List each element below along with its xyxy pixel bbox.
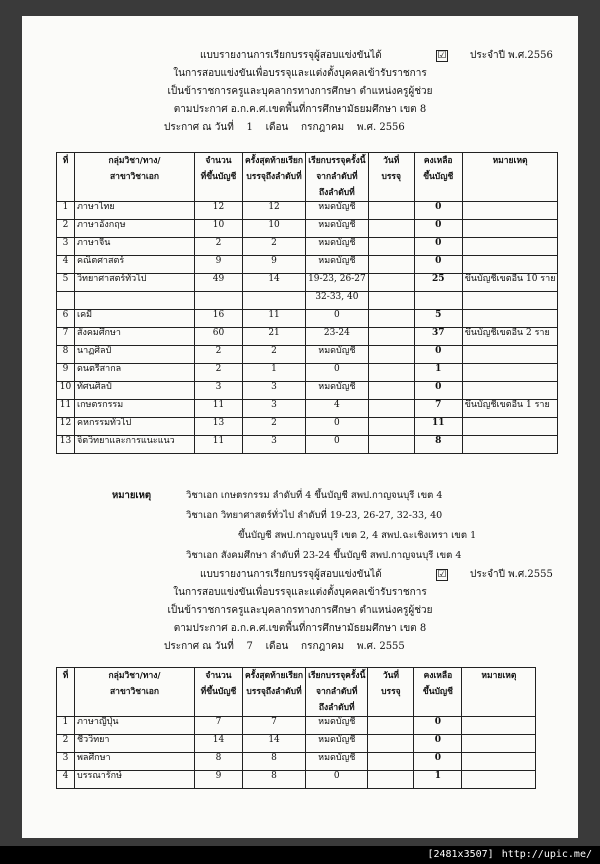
called-range-cell: 0 — [306, 418, 369, 436]
remaining-cell: 11 — [414, 418, 462, 436]
called-range-cell: 4 — [306, 400, 369, 418]
announce-date: ประกาศ ณ วันที่ 1 เดือน กรกฎาคม พ.ศ. 2556 — [164, 122, 405, 133]
table-row — [57, 717, 536, 735]
table-row — [57, 364, 558, 382]
date-cell — [368, 364, 414, 382]
document-page — [22, 16, 578, 838]
subject-cell: ดนตรีสากล — [75, 364, 195, 382]
count-cell: 7 — [195, 717, 243, 735]
called-range-cell: 0 — [306, 310, 369, 328]
remaining-cell: 0 — [414, 735, 462, 753]
col-header-last: ครั้งสุดท้ายเรียก บรรจุถึงลำดับที่ — [243, 668, 306, 717]
col-header-no: ที่ — [57, 153, 75, 202]
remaining-cell: 0 — [414, 717, 462, 735]
note-cell — [462, 202, 558, 220]
called-range-cell: หมดบัญชี — [306, 202, 369, 220]
row-number: 8 — [57, 346, 75, 364]
col-header-remain: คงเหลือ ขึ้นบัญชี — [414, 668, 462, 717]
report-subtitle-3: ตามประกาศ อ.ก.ค.ศ.เขตพื้นที่การศึกษามัธยมศึกษา เขต 8 — [173, 104, 427, 115]
table-header-row — [57, 668, 536, 717]
date-cell — [368, 220, 414, 238]
remaining-cell: 1 — [414, 364, 462, 382]
row-number: 5 — [57, 274, 75, 292]
date-cell — [368, 382, 414, 400]
called-range-cell: หมดบัญชี — [306, 717, 368, 735]
date-cell — [368, 274, 414, 292]
note-cell: ขึ้นบัญชีเขตอื่น 1 ราย — [462, 400, 558, 418]
date-cell — [368, 346, 414, 364]
subject-cell: เกษตรกรรม — [75, 400, 195, 418]
col-header-date: วันที่ บรรจุ — [368, 668, 414, 717]
count-cell: 2 — [195, 364, 243, 382]
table-row — [57, 274, 558, 292]
count-cell: 10 — [195, 220, 243, 238]
count-cell: 49 — [195, 274, 243, 292]
last-called-cell: 12 — [243, 202, 306, 220]
note-line-4: วิชาเอก สังคมศึกษา ลำดับที่ 23-24 ขึ้นบัญชี สพป.กาญจนบุรี เขต 4 — [186, 550, 462, 561]
col-header-remain: คงเหลือ ขึ้นบัญชี — [414, 153, 462, 202]
row-number: 11 — [57, 400, 75, 418]
note-cell — [462, 717, 536, 735]
date-cell — [368, 256, 414, 274]
remaining-cell: 0 — [414, 202, 462, 220]
note-line-2: วิชาเอก วิทยาศาสตร์ทั่วไป ลำดับที่ 19-23, 26-27, 32-33, 40 — [186, 510, 443, 521]
note-cell — [462, 771, 536, 789]
date-cell — [368, 771, 414, 789]
called-range-cell: หมดบัญชี — [306, 256, 369, 274]
note-cell: ขึ้นบัญชีเขตอื่น 10 ราย — [462, 274, 558, 292]
table-row — [57, 753, 536, 771]
report-table-2555 — [56, 667, 536, 789]
count-cell — [195, 292, 243, 310]
report-subtitle-2: เป็นข้าราชการครูและบุคลากรทางการศึกษา ตำแหน่งครูผู้ช่วย — [167, 605, 433, 616]
date-cell — [368, 418, 414, 436]
col-header-no: ที่ — [57, 668, 75, 717]
report-title: แบบรายงานการเรียกบรรจุผู้สอบแข่งขันได้ — [200, 569, 382, 580]
called-range-cell: หมดบัญชี — [306, 735, 368, 753]
col-header-count: จำนวน ที่ขึ้นบัญชี — [195, 668, 243, 717]
last-called-cell: 3 — [243, 382, 306, 400]
col-header-date: วันที่ บรรจุ — [368, 153, 414, 202]
count-cell: 11 — [195, 400, 243, 418]
report-title: แบบรายงานการเรียกบรรจุผู้สอบแข่งขันได้ — [200, 50, 382, 61]
last-called-cell: 14 — [243, 735, 306, 753]
note-cell — [462, 382, 558, 400]
table-row — [57, 735, 536, 753]
row-number — [57, 292, 75, 310]
table-row — [57, 400, 558, 418]
last-called-cell: 1 — [243, 364, 306, 382]
row-number: 4 — [57, 771, 75, 789]
last-called-cell: 9 — [243, 256, 306, 274]
count-cell: 11 — [195, 436, 243, 454]
table-row — [57, 382, 558, 400]
subject-cell: ภาษาญี่ปุ่น — [75, 717, 195, 735]
row-number: 13 — [57, 436, 75, 454]
remaining-cell: 37 — [414, 328, 462, 346]
table-row — [57, 292, 558, 310]
count-cell: 3 — [195, 382, 243, 400]
row-number: 2 — [57, 735, 75, 753]
note-cell — [462, 735, 536, 753]
table-body-2555 — [57, 717, 536, 789]
count-cell: 9 — [195, 771, 243, 789]
image-footer-bar — [0, 846, 600, 864]
subject-cell: นาฏศิลป์ — [75, 346, 195, 364]
remaining-cell: 8 — [414, 436, 462, 454]
announce-date: ประกาศ ณ วันที่ 7 เดือน กรกฎาคม พ.ศ. 2555 — [164, 641, 405, 652]
row-number: 9 — [57, 364, 75, 382]
subject-cell: คณิตศาสตร์ — [75, 256, 195, 274]
date-cell — [368, 238, 414, 256]
count-cell: 14 — [195, 735, 243, 753]
date-cell — [368, 292, 414, 310]
last-called-cell: 2 — [243, 418, 306, 436]
table-row — [57, 346, 558, 364]
subject-cell: สังคมศึกษา — [75, 328, 195, 346]
note-cell: ขึ้นบัญชีเขตอื่น 2 ราย — [462, 328, 558, 346]
table-row — [57, 220, 558, 238]
note-line-3: ขึ้นบัญชี สพป.กาญจนบุรี เขต 2, 4 สพป.ฉะเชิงเทรา เขต 1 — [238, 530, 477, 541]
last-called-cell: 10 — [243, 220, 306, 238]
subject-cell: ภาษาจีน — [75, 238, 195, 256]
report-table-2556 — [56, 152, 558, 454]
checkbox-checked-icon: ☑ — [437, 569, 447, 580]
row-number: 4 — [57, 256, 75, 274]
date-cell — [368, 310, 414, 328]
called-range-cell: หมดบัญชี — [306, 220, 369, 238]
col-header-called: เรียกบรรจุครั้งนี้ จากลำดับที่ ถึงลำดับที่ — [306, 153, 369, 202]
table-row — [57, 771, 536, 789]
last-called-cell: 8 — [243, 771, 306, 789]
count-cell: 60 — [195, 328, 243, 346]
row-number: 12 — [57, 418, 75, 436]
subject-cell: วิทยาศาสตร์ทั่วไป — [75, 274, 195, 292]
col-header-note: หมายเหตุ — [462, 153, 558, 202]
date-cell — [368, 202, 414, 220]
subject-cell: คหกรรมทั่วไป — [75, 418, 195, 436]
remaining-cell: 0 — [414, 382, 462, 400]
row-number: 1 — [57, 202, 75, 220]
count-cell: 9 — [195, 256, 243, 274]
subject-cell: ภาษาไทย — [75, 202, 195, 220]
date-cell — [368, 400, 414, 418]
col-header-called: เรียกบรรจุครั้งนี้ จากลำดับที่ ถึงลำดับที่ — [306, 668, 368, 717]
report-year: ประจำปี พ.ศ.2555 — [470, 569, 553, 580]
table-row — [57, 418, 558, 436]
count-cell: 16 — [195, 310, 243, 328]
row-number: 6 — [57, 310, 75, 328]
row-number: 7 — [57, 328, 75, 346]
image-dimensions: [2481x3507] — [427, 849, 494, 860]
row-number: 1 — [57, 717, 75, 735]
remaining-cell: 5 — [414, 310, 462, 328]
last-called-cell: 2 — [243, 238, 306, 256]
called-range-cell: 23-24 — [306, 328, 369, 346]
called-range-cell: หมดบัญชี — [306, 346, 369, 364]
report-subtitle-3: ตามประกาศ อ.ก.ค.ศ.เขตพื้นที่การศึกษามัธยมศึกษา เขต 8 — [173, 623, 427, 634]
remaining-cell: 0 — [414, 256, 462, 274]
report-subtitle-1: ในการสอบแข่งขันเพื่อบรรจุและแต่งตั้งบุคคลเข้ารับราชการ — [173, 587, 427, 598]
last-called-cell: 2 — [243, 346, 306, 364]
count-cell: 12 — [195, 202, 243, 220]
subject-cell: ภาษาอังกฤษ — [75, 220, 195, 238]
last-called-cell: 7 — [243, 717, 306, 735]
report-year: ประจำปี พ.ศ.2556 — [470, 50, 553, 61]
note-cell — [462, 220, 558, 238]
last-called-cell: 11 — [243, 310, 306, 328]
checkbox-checked-icon: ☑ — [437, 50, 447, 61]
col-header-count: จำนวน ที่ขึ้นบัญชี — [195, 153, 243, 202]
called-range-cell: หมดบัญชี — [306, 382, 369, 400]
note-cell — [462, 364, 558, 382]
table-body-2556 — [57, 202, 558, 454]
col-header-subject: กลุ่มวิชา/ทาง/ สาขาวิชาเอก — [75, 153, 195, 202]
report-subtitle-2: เป็นข้าราชการครูและบุคลากรทางการศึกษา ตำแหน่งครูผู้ช่วย — [167, 86, 433, 97]
row-number: 3 — [57, 238, 75, 256]
called-range-cell: 32-33, 40 — [306, 292, 369, 310]
remaining-cell: 0 — [414, 238, 462, 256]
note-cell — [462, 346, 558, 364]
remaining-cell: 0 — [414, 346, 462, 364]
remaining-cell — [414, 292, 462, 310]
last-called-cell: 8 — [243, 753, 306, 771]
date-cell — [368, 436, 414, 454]
last-called-cell: 14 — [243, 274, 306, 292]
called-range-cell: 19-23, 26-27 — [306, 274, 369, 292]
last-called-cell: 3 — [243, 400, 306, 418]
remaining-cell: 0 — [414, 220, 462, 238]
note-cell — [462, 256, 558, 274]
row-number: 3 — [57, 753, 75, 771]
table-row — [57, 202, 558, 220]
count-cell: 2 — [195, 238, 243, 256]
last-called-cell: 3 — [243, 436, 306, 454]
remaining-cell: 25 — [414, 274, 462, 292]
row-number: 2 — [57, 220, 75, 238]
table-row — [57, 238, 558, 256]
table-header-row — [57, 153, 558, 202]
image-source-link[interactable]: http://upic.me/ — [501, 849, 592, 860]
note-cell — [462, 418, 558, 436]
subject-cell: ทัศนศิลป์ — [75, 382, 195, 400]
last-called-cell: 21 — [243, 328, 306, 346]
note-line-1: วิชาเอก เกษตรกรรม ลำดับที่ 4 ขึ้นบัญชี สพป.กาญจนบุรี เขต 4 — [186, 490, 443, 501]
col-header-subject: กลุ่มวิชา/ทาง/ สาขาวิชาเอก — [75, 668, 195, 717]
date-cell — [368, 328, 414, 346]
date-cell — [368, 753, 414, 771]
count-cell: 13 — [195, 418, 243, 436]
table-row — [57, 256, 558, 274]
note-cell — [462, 238, 558, 256]
subject-cell: ชีววิทยา — [75, 735, 195, 753]
note-cell — [462, 436, 558, 454]
col-header-last: ครั้งสุดท้ายเรียก บรรจุถึงลำดับที่ — [243, 153, 306, 202]
table-row — [57, 310, 558, 328]
called-range-cell: หมดบัญชี — [306, 753, 368, 771]
called-range-cell: 0 — [306, 364, 369, 382]
remaining-cell: 0 — [414, 753, 462, 771]
remaining-cell: 7 — [414, 400, 462, 418]
count-cell: 8 — [195, 753, 243, 771]
called-range-cell: 0 — [306, 771, 368, 789]
subject-cell: จิตวิทยาและการแนะแนว — [75, 436, 195, 454]
date-cell — [368, 717, 414, 735]
called-range-cell: หมดบัญชี — [306, 238, 369, 256]
row-number: 10 — [57, 382, 75, 400]
col-header-note: หมายเหตุ — [462, 668, 536, 717]
table-row — [57, 328, 558, 346]
last-called-cell — [243, 292, 306, 310]
subject-cell: พลศึกษา — [75, 753, 195, 771]
note-cell — [462, 753, 536, 771]
remaining-cell: 1 — [414, 771, 462, 789]
count-cell: 2 — [195, 346, 243, 364]
table-row — [57, 436, 558, 454]
note-cell — [462, 310, 558, 328]
note-cell — [462, 292, 558, 310]
subject-cell — [75, 292, 195, 310]
subject-cell: บรรณารักษ์ — [75, 771, 195, 789]
called-range-cell: 0 — [306, 436, 369, 454]
date-cell — [368, 735, 414, 753]
notes-label: หมายเหตุ — [112, 490, 152, 501]
subject-cell: เคมี — [75, 310, 195, 328]
report-subtitle-1: ในการสอบแข่งขันเพื่อบรรจุและแต่งตั้งบุคคลเข้ารับราชการ — [173, 68, 427, 79]
